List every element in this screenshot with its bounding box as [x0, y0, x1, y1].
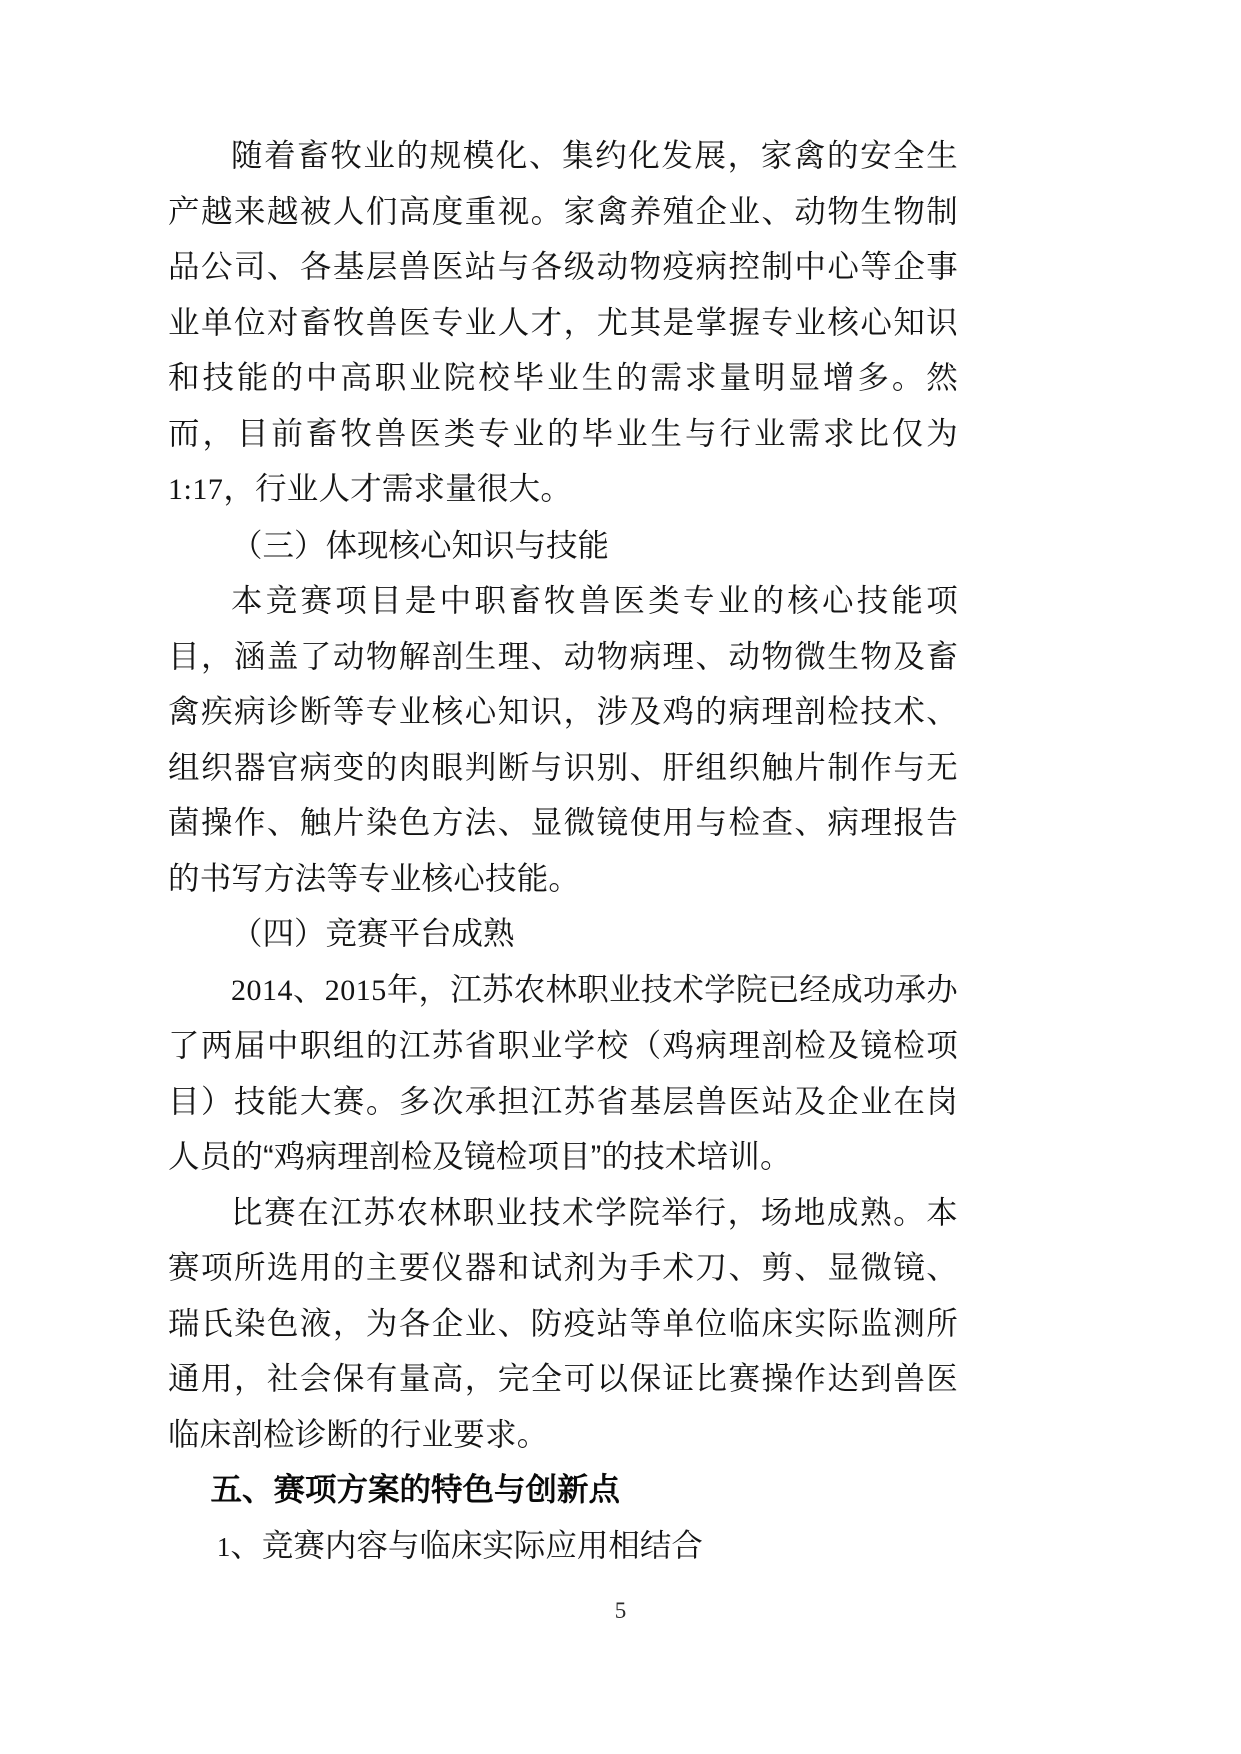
page-content-column — [168, 128, 958, 1575]
subheading-section-three: （三）体现核心知识与技能 — [231, 526, 610, 563]
numbered-item-1: 1、竞赛内容与临床实际应用相结合 — [216, 1526, 703, 1563]
heading-section-five: 五、赛项方案的特色与创新点 — [210, 1471, 621, 1507]
paragraph-core-skills: 本竞赛项目是中职畜牧兽医类专业的核心技能项目，涵盖了动物解剖生理、动物病理、动物微生物及畜禽疾病诊断等专业核心知识，涉及鸡的病理剖检技术、组织器官病变的肉眼判断与识别、肝组织触片制作与无菌操作、触片染色方法、显微镜使用与检查、病理报告的书写方法等专业核心技能。 — [168, 582, 958, 896]
paragraph-platform-history: 2014、2015年，江苏农林职业技术学院已经成功承办了两届中职组的江苏省职业学校（鸡病理剖检及镜检项目）技能大赛。多次承担江苏省基层兽医站及企业在岗人员的“鸡病理剖检及镜检项目”的技术培训。 — [168, 970, 959, 1174]
subheading-section-four: （四）竞赛平台成熟 — [231, 915, 515, 951]
paragraph-industry-demand: 随着畜牧业的规模化、集约化发展，家禽的安全生产越来越被人们高度重视。家禽养殖企业、动物生物制品公司、各基层兽医站与各级动物疫病控制中心等企事业单位对畜牧兽医专业人才，尤其是掌握专业核心知识和技能的中高职业院校毕业生的需求量明显增多。然而，目前畜牧兽医类专业的毕业生与行业需求比仅为1:17，行业人才需求量很大。 — [168, 137, 958, 506]
page-number: 5 — [614, 1598, 627, 1623]
paragraph-venue-equipment: 比赛在江苏农林职业技术学院举行，场地成熟。本赛项所选用的主要仪器和试剂为手术刀、剪、显微镜、瑞氏染色液，为各企业、防疫站等单位临床实际监测所通用，社会保有量高，完全可以保证比赛操作达到兽医临床剖检诊断的行业要求。 — [168, 1193, 958, 1452]
